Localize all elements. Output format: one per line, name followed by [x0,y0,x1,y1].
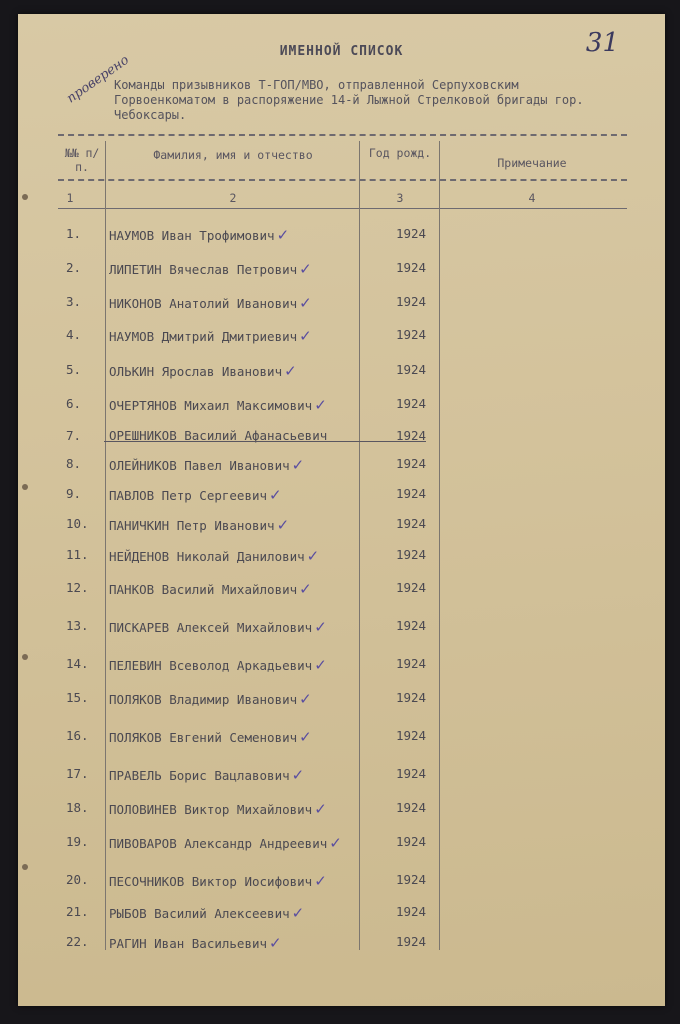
row-name-text: ОЧЕРТЯНОВ Михаил Максимович [109,398,313,413]
list-item [18,396,665,422]
table-top-rule [58,134,627,136]
row-full-name [109,690,369,708]
row-name-text: ПИВОВАРОВ Александр Андреевич [109,836,328,851]
row-full-name [109,456,369,474]
row-birth-year: 1924 [395,834,427,849]
document-subtitle: Команды призывников Т-ГОП/МВО, отправленной Серпуховским Горвоенкоматом в распоряжение 14-й Лыжной Стрелковой бригады гор. Чебоксары. [114,78,584,122]
row-full-name [109,362,369,380]
row-name-text: ПАНИЧКИН Петр Иванович [109,518,275,533]
list-item [18,872,665,898]
row-number: 1. [66,226,82,241]
row-number: 15. [66,690,89,705]
row-birth-year: 1924 [395,260,427,275]
row-full-name [109,800,369,818]
row-full-name [109,656,369,674]
checkmark-icon: ✓ [329,834,342,852]
column-number: 4 [528,191,536,205]
row-birth-year: 1924 [395,362,427,377]
row-number: 12. [66,580,89,595]
checkmark-icon: ✓ [276,516,290,534]
row-name-text: ПАВЛОВ Петр Сергеевич [109,488,268,503]
row-birth-year: 1924 [395,294,427,309]
row-full-name [109,766,369,784]
row-full-name [109,904,369,922]
checkmark-icon: ✓ [314,800,327,818]
row-number: 19. [66,834,89,849]
row-name-text: ПАНКОВ Василий Михайлович [109,582,298,597]
row-number: 16. [66,728,89,743]
checkmark-icon: ✓ [269,486,282,504]
row-name-text: ПЕЛЕВИН Всеволод Аркадьевич [109,658,313,673]
list-item [18,728,665,754]
checkmark-icon: ✓ [314,872,327,890]
row-full-name [109,834,369,852]
binding-hole [22,194,28,200]
row-full-name [109,516,369,534]
header-note: Примечание [497,156,567,170]
row-full-name [109,294,369,312]
row-birth-year: 1924 [395,428,427,443]
row-full-name [109,728,369,746]
row-full-name [109,580,369,598]
row-full-name [109,618,369,636]
row-number: 2. [66,260,82,275]
row-number: 22. [66,934,89,949]
checkmark-icon: ✓ [314,396,327,414]
row-name-text: ОЛЬКИН Ярослав Иванович [109,364,283,379]
list-item [18,226,665,252]
row-number: 20. [66,872,89,887]
row-full-name [109,260,369,278]
list-item [18,516,665,542]
row-name-text: ПЕСОЧНИКОВ Виктор Иосифович [109,874,313,889]
list-item [18,690,665,716]
checkmark-icon: ✓ [299,260,312,278]
list-item [18,618,665,644]
list-item [18,547,665,573]
checkmark-icon: ✓ [276,226,290,244]
row-name-text: ОРЕШНИКОВ Василий Афанасьевич [109,428,328,443]
row-birth-year: 1924 [395,547,427,562]
list-item [18,656,665,682]
row-number: 14. [66,656,89,671]
row-name-text: ПОЛЯКОВ Владимир Иванович [109,692,298,707]
row-birth-year: 1924 [395,456,427,471]
checkmark-icon: ✓ [299,728,312,746]
row-birth-year: 1924 [395,618,427,633]
list-item [18,294,665,320]
list-item [18,327,665,353]
column-number: 1 [66,191,74,205]
row-birth-year: 1924 [395,728,427,743]
checkmark-icon: ✓ [299,294,312,312]
header-num: №№ п/п. [64,146,100,174]
column-number: 3 [396,191,404,205]
row-birth-year: 1924 [395,904,427,919]
row-full-name [109,327,369,345]
document-sheet [18,14,665,1006]
list-item [18,486,665,512]
checkmark-icon: ✓ [284,362,297,380]
row-birth-year: 1924 [395,486,427,501]
list-item [18,800,665,826]
checkmark-icon: ✓ [299,580,312,598]
row-number: 10. [66,516,89,531]
row-birth-year: 1924 [395,656,427,671]
checkmark-icon: ✓ [291,766,305,784]
margin-note: проверено [64,52,132,107]
row-name-text: НИКОНОВ Анатолий Иванович [109,296,298,311]
row-full-name [109,872,369,890]
row-number: 5. [66,362,82,377]
row-birth-year: 1924 [395,226,427,241]
binding-hole [22,864,28,870]
row-number: 17. [66,766,89,781]
row-name-text: ПРАВЕЛЬ Борис Вацлавович [109,768,290,783]
row-number: 18. [66,800,89,815]
checkmark-icon: ✓ [299,327,312,345]
row-number: 11. [66,547,89,562]
row-birth-year: 1924 [395,516,427,531]
row-number: 8. [66,456,82,471]
row-name-text: ПОЛОВИНЕВ Виктор Михайлович [109,802,313,817]
row-number: 21. [66,904,89,919]
strikethrough-line [104,441,426,442]
table-header-rule [58,179,627,181]
row-birth-year: 1924 [395,580,427,595]
row-full-name [109,396,369,414]
list-item [18,834,665,860]
row-number: 7. [66,428,82,443]
row-full-name [109,486,369,504]
page-number: 31 [585,28,619,58]
checkmark-icon: ✓ [291,904,305,922]
row-birth-year: 1924 [395,327,427,342]
list-item [18,580,665,606]
row-name-text: РЫБОВ Василий Алексеевич [109,906,290,921]
list-item [18,766,665,792]
list-item [18,260,665,286]
row-full-name [109,934,369,952]
row-birth-year: 1924 [395,934,427,949]
checkmark-icon: ✓ [291,456,305,474]
header-year: Год рожд. [368,146,432,160]
row-name-text: НЕЙДЕНОВ Николай Данилович [109,549,305,564]
row-name-text: НАУМОВ Иван Трофимович [109,228,275,243]
row-birth-year: 1924 [395,872,427,887]
row-number: 3. [66,294,82,309]
list-item [18,934,665,960]
row-full-name [109,547,369,565]
row-birth-year: 1924 [395,800,427,815]
row-number: 9. [66,486,82,501]
row-full-name [109,226,369,244]
row-name-text: ЛИПЕТИН Вячеслав Петрович [109,262,298,277]
row-name-text: ОЛЕЙНИКОВ Павел Иванович [109,458,290,473]
checkmark-icon: ✓ [306,547,320,565]
row-name-text: РАГИН Иван Васильевич [109,936,268,951]
checkmark-icon: ✓ [314,618,327,636]
row-name-text: ПИСКАРЕВ Алексей Михайлович [109,620,313,635]
checkmark-icon: ✓ [314,656,327,674]
list-item [18,904,665,930]
row-birth-year: 1924 [395,766,427,781]
column-number: 2 [229,191,237,205]
row-name-text: ПОЛЯКОВ Евгений Семенович [109,730,298,745]
row-birth-year: 1924 [395,396,427,411]
row-name-text: НАУМОВ Дмитрий Дмитриевич [109,329,298,344]
list-item [18,362,665,388]
checkmark-icon: ✓ [299,690,312,708]
document-title: ИМЕННОЙ СПИСОК [279,44,404,59]
checkmark-icon: ✓ [269,934,282,952]
row-number: 6. [66,396,82,411]
list-item [18,456,665,482]
row-number: 13. [66,618,89,633]
row-birth-year: 1924 [395,690,427,705]
header-name: Фамилия, имя и отчество [153,148,313,162]
list-item [18,428,665,454]
table-colnum-rule [58,208,627,209]
row-number: 4. [66,327,82,342]
